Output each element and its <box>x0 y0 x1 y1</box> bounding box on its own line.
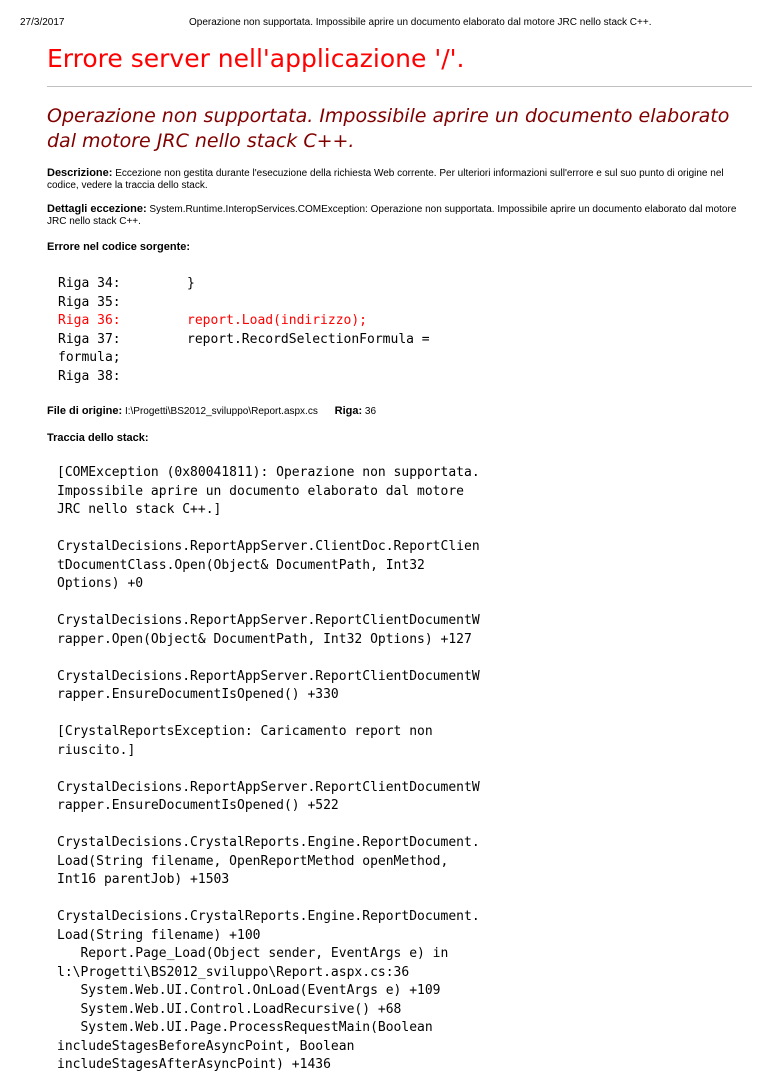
description-label: Descrizione: <box>47 167 113 179</box>
title-divider <box>47 86 752 87</box>
source-line-number-label: Riga 35: <box>58 294 121 310</box>
source-line <box>50 331 750 350</box>
stack-trace-line: riuscito.] <box>57 742 136 758</box>
source-line-label: Riga: <box>334 405 363 417</box>
stack-trace-spacer <box>50 705 750 724</box>
stack-trace-line: Load(String filename, OpenReportMethod openMethod, <box>57 853 449 869</box>
exception-details-text: System.Runtime.InteropServices.COMException: Operazione non supportata. Impossibile aprire un documento elaborato dal motore JRC nello stack C++. <box>47 204 737 227</box>
page-title: Errore server nell'applicazione '/'. <box>47 44 465 73</box>
stack-trace-spacer <box>50 594 750 613</box>
source-line <box>50 275 750 294</box>
stack-trace-line: Report.Page_Load(Object sender, EventArgs e) in <box>57 946 449 961</box>
source-line-number-label: Riga 36: <box>58 313 121 328</box>
stack-trace-line: CrystalDecisions.ReportAppServer.ReportClientDocumentW <box>57 668 480 684</box>
exception-details-label: Dettagli eccezione: <box>47 203 147 215</box>
stack-trace-line: Options) +0 <box>57 576 144 591</box>
stack-trace-line: rapper.EnsureDocumentIsOpened() +330 <box>57 687 339 702</box>
source-line-number-label: formula; <box>58 350 121 365</box>
stack-trace-line: tDocumentClass.Open(Object& DocumentPath, Int32 <box>57 557 425 573</box>
stack-trace-line: includeStagesAfterAsyncPoint) +1436 <box>57 1057 331 1072</box>
stack-trace-line: [CrystalReportsException: Caricamento report non <box>57 724 433 739</box>
error-message: Operazione non supportata. Impossibile aprire un documento elaborato dal motore JRC nello stack C++. <box>47 105 730 152</box>
stack-trace-line: Impossibile aprire un documento elaborato dal motore <box>57 483 464 499</box>
stack-trace-block <box>50 464 750 1074</box>
source-line-error <box>50 312 750 331</box>
source-line <box>50 368 750 387</box>
description-paragraph <box>47 167 752 192</box>
source-error-label: Errore nel codice sorgente: <box>47 241 191 253</box>
stack-trace-line: Int16 parentJob) +1503 <box>57 872 230 887</box>
source-line-number-label: Riga 37: <box>58 331 121 347</box>
stack-trace-line: System.Web.UI.Control.LoadRecursive() +68 <box>57 1001 402 1017</box>
stack-trace-spacer <box>50 760 750 779</box>
stack-trace-label: Traccia dello stack: <box>47 432 149 444</box>
source-line-code: report.Load(indirizzo); <box>187 313 368 328</box>
source-line-number-label: Riga 38: <box>58 368 121 384</box>
exception-details-paragraph <box>47 203 752 228</box>
stack-trace-line: System.Web.UI.Page.ProcessRequestMain(Boolean <box>57 1020 433 1035</box>
source-line-code: report.RecordSelectionFormula = <box>187 331 430 347</box>
stack-trace-line: System.Web.UI.Control.OnLoad(EventArgs e) +109 <box>57 983 441 998</box>
source-code-block <box>50 275 750 387</box>
source-line <box>50 349 750 368</box>
stack-trace-line: CrystalDecisions.ReportAppServer.ReportClientDocumentW <box>57 613 480 628</box>
stack-trace-line: CrystalDecisions.CrystalReports.Engine.ReportDocument. <box>57 835 480 850</box>
stack-trace-line: rapper.EnsureDocumentIsOpened() +522 <box>57 798 339 813</box>
source-file-info <box>47 405 376 418</box>
print-date: 27/3/2017 <box>20 17 65 28</box>
source-file-path: I:\Progetti\BS2012_sviluppo\Report.aspx.cs <box>124 406 318 417</box>
description-text: Eccezione non gestita durante l'esecuzione della richiesta Web corrente. Per ulteriori informazioni sull'errore e sul suo punto di origine nel codice, vedere la traccia dello stack. <box>47 168 724 191</box>
stack-trace-line: includeStagesBeforeAsyncPoint, Boolean <box>57 1038 355 1054</box>
source-line-number-label: Riga 34: <box>58 276 121 291</box>
stack-trace-line: Load(String filename) +100 <box>57 927 261 943</box>
print-header <box>0 17 780 31</box>
source-line-number: 36 <box>364 406 377 417</box>
stack-trace-line: CrystalDecisions.CrystalReports.Engine.ReportDocument. <box>57 909 480 924</box>
source-line-code: } <box>187 276 195 291</box>
stack-trace-spacer <box>50 890 750 909</box>
stack-trace-line: rapper.Open(Object& DocumentPath, Int32 Options) +127 <box>57 631 472 647</box>
stack-trace-spacer <box>50 816 750 835</box>
source-file-label: File di origine: <box>47 405 123 417</box>
stack-trace-line: CrystalDecisions.ReportAppServer.ClientDoc.ReportClien <box>57 539 480 554</box>
source-line <box>50 294 750 313</box>
stack-trace-line: [COMException (0x80041811): Operazione non supportata. <box>57 465 480 480</box>
stack-trace-spacer <box>50 520 750 539</box>
print-page-title: Operazione non supportata. Impossibile aprire un documento elaborato dal motore JRC nello stack C++. <box>189 17 652 28</box>
stack-trace-line: l:\Progetti\BS2012_sviluppo\Report.aspx.cs:36 <box>57 964 410 980</box>
stack-trace-line: JRC nello stack C++.] <box>57 502 222 517</box>
stack-trace-spacer <box>50 649 750 668</box>
stack-trace-line: CrystalDecisions.ReportAppServer.ReportClientDocumentW <box>57 779 480 795</box>
